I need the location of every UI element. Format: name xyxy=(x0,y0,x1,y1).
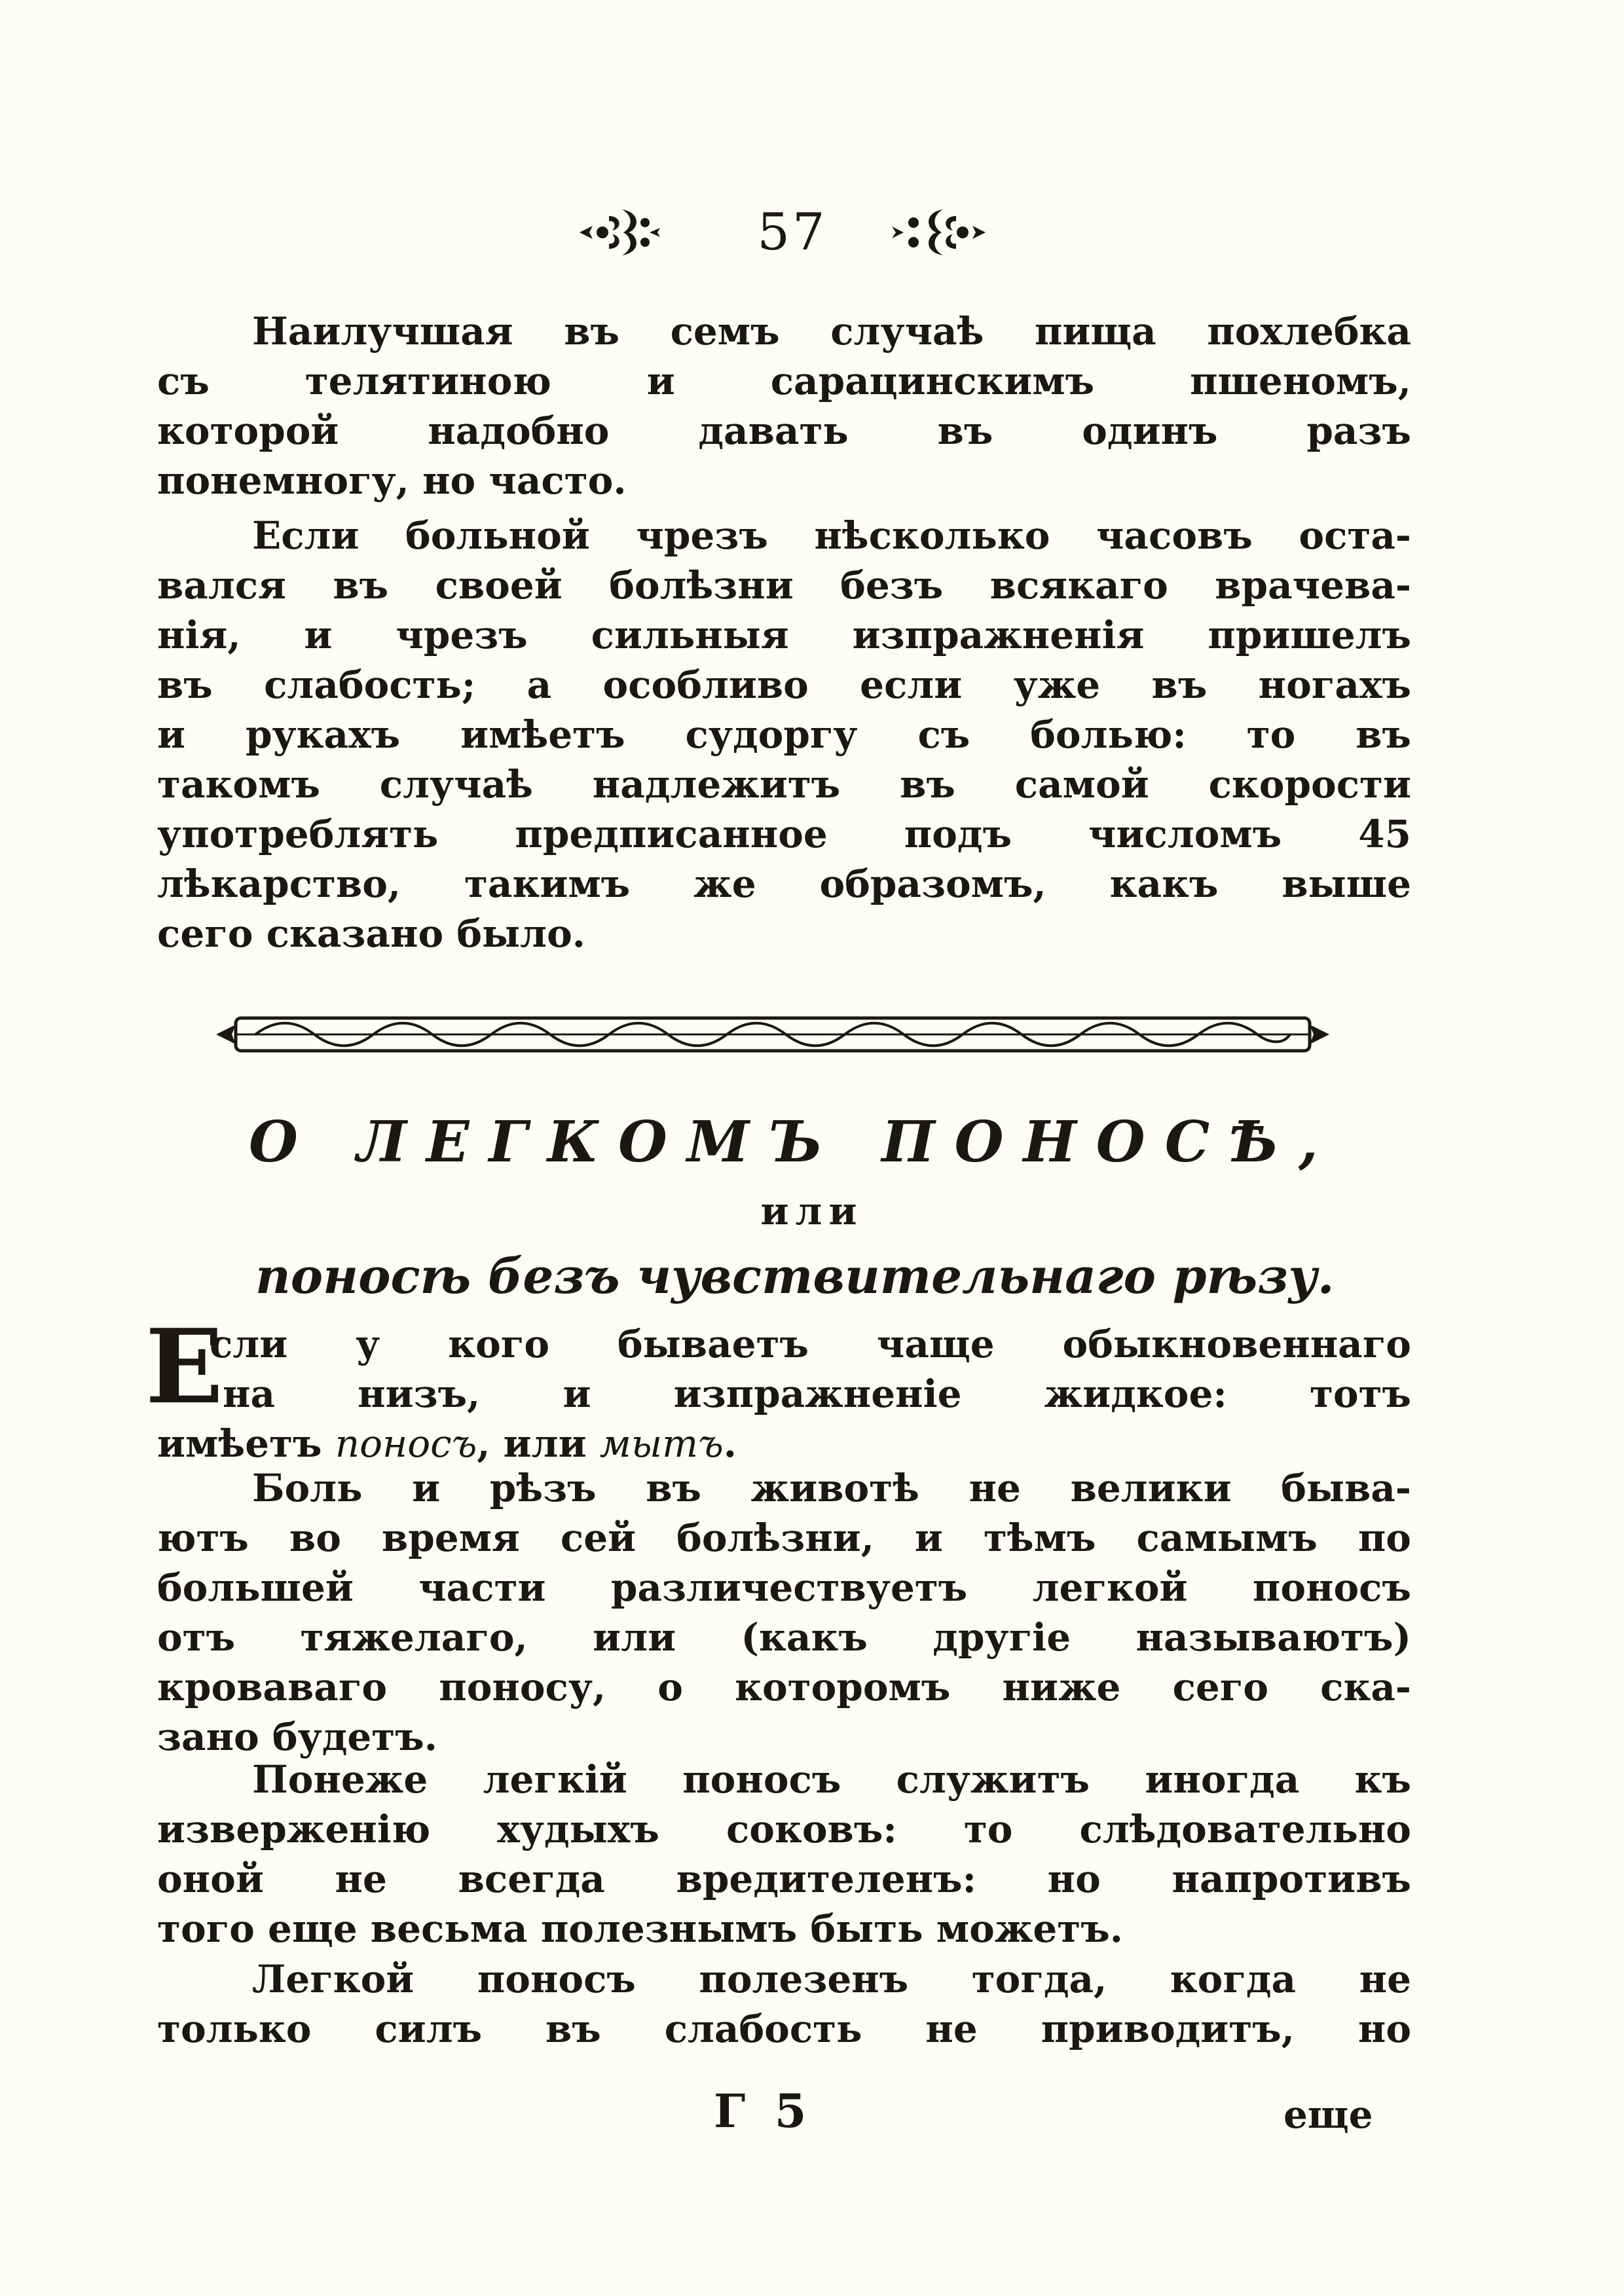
text-line: понемногу, но часто. xyxy=(157,458,627,503)
text-line: зано будетъ. xyxy=(157,1715,437,1759)
text-line: Боль и рѣзъ въ животѣ не велики быва- xyxy=(252,1466,1411,1510)
paragraph-1 xyxy=(157,306,1411,505)
text-line: лѣкарство, такимъ же образомъ, какъ выше xyxy=(157,862,1411,906)
paragraph-2 xyxy=(157,511,1411,958)
paragraph-6 xyxy=(157,1954,1411,2054)
page-header xyxy=(0,196,1624,295)
text-line xyxy=(157,1419,1411,1468)
text-line: съ телятиною и сарацинскимъ пшеномъ, xyxy=(157,359,1411,403)
text-line: которой надобно давать въ одинъ разъ xyxy=(157,409,1411,453)
text-fragment: . xyxy=(723,1421,737,1466)
text-line: Наилучшая въ семъ случаѣ пища похлебка xyxy=(252,309,1411,354)
catchword: еще xyxy=(1283,2092,1373,2137)
text-line: Легкой поносъ полезенъ тогда, когда не xyxy=(252,1957,1411,2001)
section-subheading: или xyxy=(760,1189,864,1233)
paragraph-4 xyxy=(157,1463,1411,1762)
emphasis-term: поносъ xyxy=(335,1421,477,1466)
signature-mark: Г 5 xyxy=(714,2084,813,2138)
section-subtitle: поносѣ безъ чувствительнаго рѣзу. xyxy=(255,1248,1335,1305)
text-line: кроваваго поносу, о которомъ ниже сего ска- xyxy=(157,1665,1411,1709)
fleuron-ornament-icon xyxy=(891,196,989,268)
section-heading: О ЛЕГКОМЪ ПОНОСѢ, xyxy=(249,1109,1338,1175)
fleuron-ornament-icon xyxy=(576,196,661,268)
text-line: отъ тяжелаго, или (какъ другіе называютъ) xyxy=(157,1615,1411,1660)
text-line: ютъ во время сей болѣзни, и тѣмъ самымъ по xyxy=(157,1516,1411,1560)
text-line: того еще весьма полезнымъ быть можетъ. xyxy=(157,1906,1123,1951)
text-fragment: , или xyxy=(477,1421,600,1466)
text-line: сли у кого бываетъ чаще обыкновеннаго xyxy=(210,1322,1411,1366)
text-line: употреблять предписанное подъ числомъ 45 xyxy=(157,812,1411,856)
text-fragment: имѣетъ xyxy=(157,1421,335,1466)
text-line: Если больной чрезъ нѣсколько часовъ оста- xyxy=(252,513,1411,558)
text-line: Понеже легкій поносъ служитъ иногда къ xyxy=(252,1757,1411,1802)
page-number: 57 xyxy=(757,203,828,262)
text-line: изверженію худыхъ соковъ: то слѣдовательно xyxy=(157,1807,1411,1851)
text-line: такомъ случаѣ надлежитъ въ самой скорости xyxy=(157,762,1411,807)
drop-cap: Е xyxy=(145,1307,223,1427)
ornamental-rule-icon xyxy=(216,1005,1329,1064)
paragraph-3 xyxy=(157,1319,1411,1468)
text-line: сего сказано было. xyxy=(157,911,585,956)
text-line: большей части различествуетъ легкой поносъ xyxy=(157,1565,1411,1610)
text-line: оной не всегда вредителенъ: но напротивъ xyxy=(157,1857,1411,1901)
text-line: вался въ своей болѣзни безъ всякаго врачева- xyxy=(157,563,1411,608)
emphasis-term: мытъ xyxy=(599,1421,724,1466)
text-line: на низъ, и изпражненіе жидкое: тотъ xyxy=(223,1372,1411,1416)
text-line: и рукахъ имѣетъ судоргу съ болью: то въ xyxy=(157,712,1411,757)
paragraph-5 xyxy=(157,1755,1411,1954)
text-line: нія, и чрезъ сильныя изпражненія пришелъ xyxy=(157,613,1411,657)
text-line: въ слабость; а особливо если уже въ ногахъ xyxy=(157,663,1411,707)
text-line: только силъ въ слабость не приводитъ, но xyxy=(157,2007,1411,2051)
